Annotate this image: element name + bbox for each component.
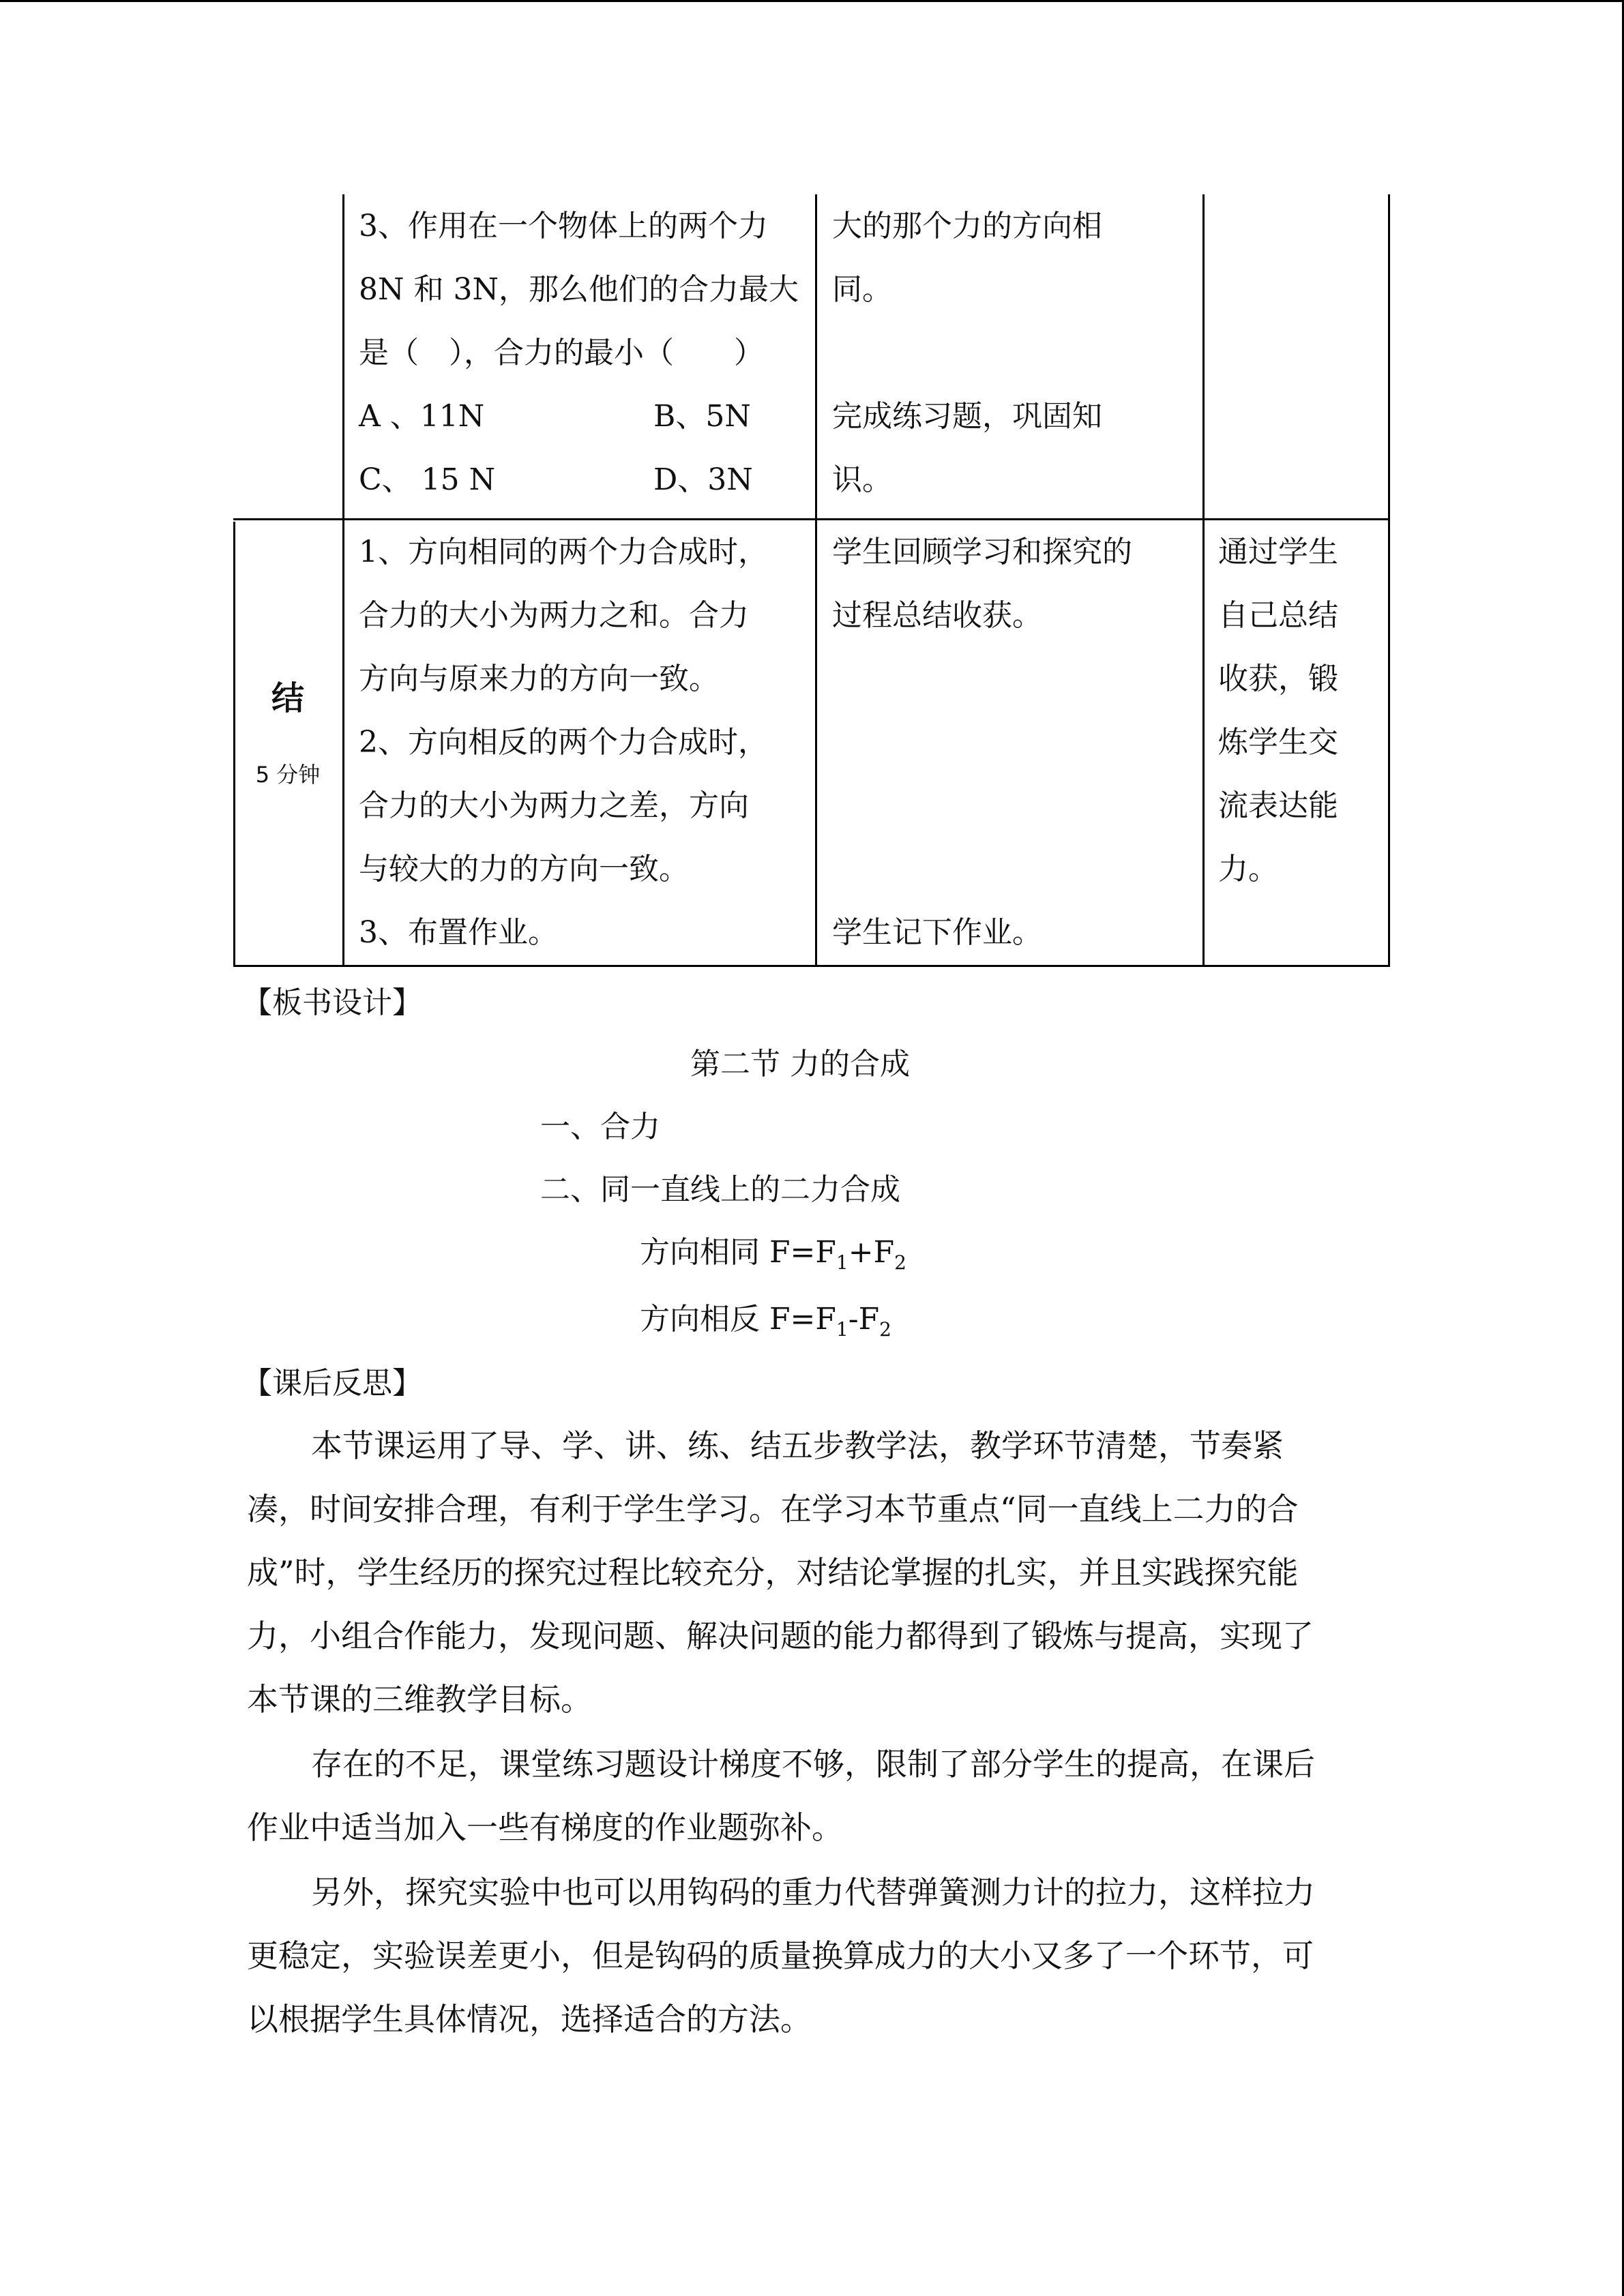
- reflection-line: 另外，探究实验中也可以用钩码的重力代替弹簧测力计的拉力，这样拉力: [311, 1874, 1315, 1911]
- row1-student-line: 完成练习题，巩固知: [832, 399, 1102, 434]
- row2-content-line: 合力的大小为两力之差，方向: [359, 788, 749, 823]
- reflection-line: 力，小组合作能力，发现问题、解决问题的能力都得到了锻炼与提高，实现了: [247, 1617, 1314, 1654]
- options-row-cd: [359, 448, 799, 511]
- row2-intent-line: 通过学生: [1218, 535, 1338, 569]
- row2-student-line: 学生记下作业。: [832, 915, 1042, 950]
- option-c: C、 15 N: [359, 462, 496, 497]
- reflection-paragraph-2: [247, 1733, 1360, 1860]
- reflection-line: 存在的不足，课堂练习题设计梯度不够，限制了部分学生的提高，在课后: [311, 1746, 1315, 1783]
- stage-label: 结: [271, 679, 304, 717]
- reflection-line: 凑，时间安排合理，有利于学生学习。在学习本节重点“同一直线上二力的合: [247, 1491, 1299, 1527]
- reflection-line: 本节课运用了导、学、讲、练、结五步教学法，教学环节清楚，节奏紧: [311, 1427, 1284, 1464]
- row2-intent-line: 自己总结: [1218, 598, 1338, 633]
- row2-intent-line: 收获，锻: [1218, 661, 1338, 696]
- reflection-heading: 【课后反思】: [242, 1366, 422, 1401]
- table-divider-2: [815, 194, 817, 967]
- row1-student-cell: [832, 194, 1102, 511]
- board-title: 第二节 力的合成: [690, 1047, 910, 1082]
- row1-student-line: [832, 321, 1102, 385]
- formula-same-plus: +F: [848, 1235, 895, 1270]
- row2-student-line: 学生回顾学习和探究的: [832, 535, 1132, 569]
- formula-opposite-direction: [640, 1287, 891, 1351]
- row2-content-line: 1、方向相同的两个力合成时，: [359, 535, 768, 569]
- page-top-border: [0, 0, 1624, 2]
- reflection-line: 本节课的三维教学目标。: [247, 1681, 592, 1718]
- formula-opp-sub1: 1: [836, 1318, 848, 1341]
- reflection-line: 以根据学生具体情况，选择适合的方法。: [247, 2001, 812, 2038]
- table-right-border: [1388, 194, 1390, 967]
- row2-content-cell: [359, 520, 768, 964]
- reflection-line: 更稳定，实验误差更小，但是钩码的质量换算成力的大小又多了一个环节，可: [247, 1937, 1314, 1974]
- row2-intent-line: 流表达能: [1218, 788, 1338, 823]
- options-row-ab: [359, 385, 799, 448]
- row2-student-line: 过程总结收获。: [832, 598, 1042, 633]
- row2-content-line: 方向与原来力的方向一致。: [359, 661, 719, 696]
- table-divider-1: [342, 194, 344, 967]
- option-a: A 、11N: [359, 399, 485, 434]
- row1-student-line: 大的那个力的方向相: [832, 209, 1102, 243]
- formula-same-sub2: 2: [894, 1251, 906, 1274]
- row2-student-line: [832, 711, 1132, 774]
- table-bottom-border: [233, 965, 1390, 967]
- row2-content-line: 合力的大小为两力之和。合力: [359, 598, 749, 633]
- stage-time: 5 分钟: [255, 762, 321, 788]
- row2-student-cell: [832, 520, 1132, 964]
- row1-content-line: 3、作用在一个物体上的两个力: [359, 209, 768, 243]
- row1-content-line: 8N 和 3N，那么他们的合力最大: [359, 272, 799, 307]
- formula-opp-minus: -F: [848, 1302, 880, 1337]
- row2-content-line: 2、方向相反的两个力合成时，: [359, 725, 768, 760]
- row2-intent-line: 力。: [1218, 852, 1278, 886]
- reflection-line: 作业中适当加入一些有梯度的作业题弥补。: [247, 1809, 843, 1846]
- row2-content-line: 3、布置作业。: [359, 915, 558, 950]
- reflection-paragraph-1: [247, 1414, 1360, 1731]
- board-item-2: 二、同一直线上的二力合成: [540, 1172, 900, 1207]
- row2-student-line: [832, 837, 1132, 901]
- formula-opp-sub2: 2: [879, 1318, 891, 1341]
- option-b: B、5N: [653, 399, 751, 434]
- formula-same-label: 方向相同 F=F: [640, 1235, 836, 1270]
- option-d: D、3N: [653, 462, 753, 497]
- row2-content-line: 与较大的力的方向一致。: [359, 852, 689, 886]
- formula-same-direction: [640, 1221, 906, 1284]
- formula-opp-label: 方向相反 F=F: [640, 1302, 836, 1337]
- board-design-heading: 【板书设计】: [242, 985, 422, 1020]
- row1-student-line: 识。: [832, 462, 892, 497]
- lesson-plan-table: [233, 194, 1390, 967]
- table-divider-3: [1202, 194, 1205, 967]
- board-item-1: 一、合力: [540, 1109, 660, 1144]
- reflection-line: 成”时，学生经历的探究过程比较充分，对结论掌握的扎实，并且实践探究能: [247, 1554, 1299, 1591]
- row2-intent-cell: [1218, 520, 1338, 901]
- row1-content-line: 是（ ），合力的最小（ ）: [359, 336, 764, 370]
- row2-intent-line: 炼学生交: [1218, 725, 1338, 760]
- table-left-border: [233, 522, 235, 967]
- row2-student-line: [832, 647, 1132, 711]
- row1-content-cell: [359, 194, 799, 511]
- row1-student-line: 同。: [832, 272, 892, 307]
- formula-same-sub1: 1: [836, 1251, 848, 1274]
- row2-student-line: [832, 774, 1132, 837]
- reflection-paragraph-3: [247, 1861, 1360, 2051]
